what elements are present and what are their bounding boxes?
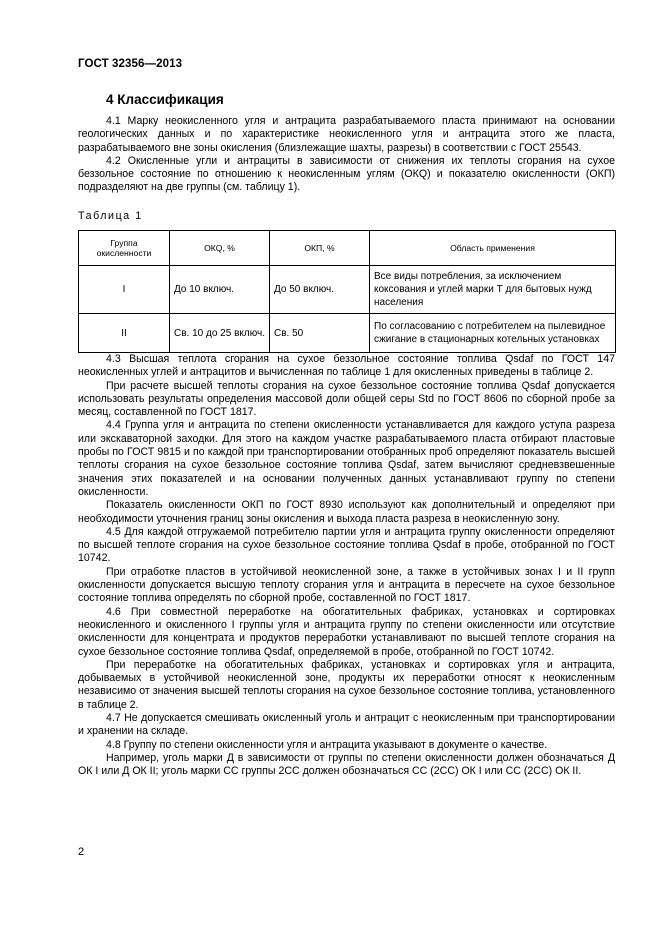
table-header-row [79, 231, 616, 266]
paragraph: 4.1 Марку неокисленного угля и антрацита разрабатываемого пласта принимают на основании геологических данных и по характеристике неокисленного угля и антрацита этого же пласта, разрабатываемого вне зоны окисления (близлежащие шахты, разрезы) в соответствии с ГОСТ 25543. [78, 115, 615, 154]
paragraph: При расчете высшей теплоты сгорания на сухое беззольное состояние топлива Qsdaf допускается использовать результаты определения массовой доли общей серы Std по ГОСТ 8606 по сборной пробе за месяц, составленной по ГОСТ 1817. [78, 379, 615, 419]
cell-okq: Св. 10 до 25 включ. [170, 314, 270, 353]
header-area: Область применения [370, 231, 616, 266]
classification-table [78, 230, 616, 353]
cell-area: По согласованию с потребителем на пылевидное сжигание в стационарных котельных установках [370, 314, 616, 353]
cell-group: I [79, 266, 170, 314]
paragraph: При переработке на обогатительных фабриках, установках и сортировках угля и антрацита, добываемых в устойчивой неокисленной зоне, продукты их переработки относят к неокисленным независимо от значения высшей теплоты сгорания на сухое беззольное состояние топлива, установленного в таблице 2. [78, 658, 615, 711]
body-bottom [78, 353, 615, 779]
paragraph: Показатель окисленности ОКП по ГОСТ 8930 используют как дополнительный и определяют при необходимости уточнения границ зоны окисления и выхода пласта разреза в неокисленную зону. [78, 499, 615, 525]
paragraph: 4.7 Не допускается смешивать окисленный уголь и антрацит с неокисленным при транспортировании и хранении на складе. [78, 712, 615, 738]
page-number: 2 [78, 846, 85, 858]
cell-group: II [79, 314, 170, 353]
paragraph: 4.4 Группа угля и антрацита по степени окисленности устанавливается для каждого уступа разреза или экскаваторной заходки. Для этого на каждом участке разрабатываемого пласта отбирают пластовые пробы по ГОСТ 9815 и по каждой при транспортировании отобранных проб определяют показатель высшей теплоты сгорания на сухое беззольное состояние топлива Qsdaf, затем вычисляют средневзвешенные значения этих показателей и на основании полученных данных устанавливают группу по степени окисленности. [78, 419, 615, 498]
cell-okp: Св. 50 [270, 314, 370, 353]
paragraph: 4.5 Для каждой отгружаемой потребителю партии угля и антрацита группу окисленности определяют по высшей теплоте сгорания на сухое беззольное состояние топлива Qsdaf в пробе, отобранной по ГОСТ 10742. [78, 525, 615, 565]
header-okp: ОКП, % [270, 231, 370, 266]
document-id: ГОСТ 32356—2013 [78, 58, 183, 70]
cell-area: Все виды потребления, за исключением коксования и углей марки Т для бытовых нужд населения [370, 266, 616, 314]
paragraph: 4.3 Высшая теплота сгорания на сухое беззольное состояние топлива Qsdaf по ГОСТ 147 неокисленных углей и антрацитов и вычисленная по таблице 1 для окисленных приведены в таблице 2. [78, 353, 615, 379]
header-okq: ОКQ, % [170, 231, 270, 266]
table-row [79, 314, 616, 353]
paragraph: При отработке пластов в устойчивой неокисленной зоне, а также в устойчивых зонах I и II групп окисленности допускается высшую теплоту сгорания угля и антрацита в пересчете на сухое беззольное состояние топлива определять по сборной пробе, составленной по ГОСТ 1817. [78, 565, 615, 605]
body-top [78, 115, 615, 195]
cell-okq: До 10 включ. [170, 266, 270, 314]
table-caption: Таблица 1 [78, 210, 143, 222]
header-group: Группа окисленности [79, 231, 170, 266]
section-title: 4 Классификация [106, 92, 224, 107]
paragraph: Например, уголь марки Д в зависимости от группы по степени окисленности должен обозначаться Д ОК I или Д ОК II; уголь марки СС группы 2СС должен обозначаться СС (2СС) ОК I или СС (2СС) ОК II. [78, 751, 615, 778]
paragraph: 4.2 Окисленные угли и антрациты в зависимости от снижения их теплоты сгорания на сухое беззольное состояние по отношению к неокисленным углям (ОКQ) и показателю окисленности (ОКП) подразделяют на две группы (см. таблицу 1). [78, 154, 615, 194]
table-row [79, 266, 616, 314]
paragraph: 4.8 Группу по степени окисленности угля и антрацита указывают в документе о качестве. [106, 738, 548, 751]
paragraph: 4.6 При совместной переработке на обогатительных фабриках, установках и сортировках неокисленного и окисленного I группы угля и антрацита группу по степени окисленности или отсутствие окисленности для концентрата и продуктов переработки устанавливают по высшей теплоте сгорания на сухое беззольное состояние топлива Qsdaf, определяемой в пробе, отобранной по ГОСТ 10742. [78, 605, 615, 658]
cell-okp: До 50 включ. [270, 266, 370, 314]
